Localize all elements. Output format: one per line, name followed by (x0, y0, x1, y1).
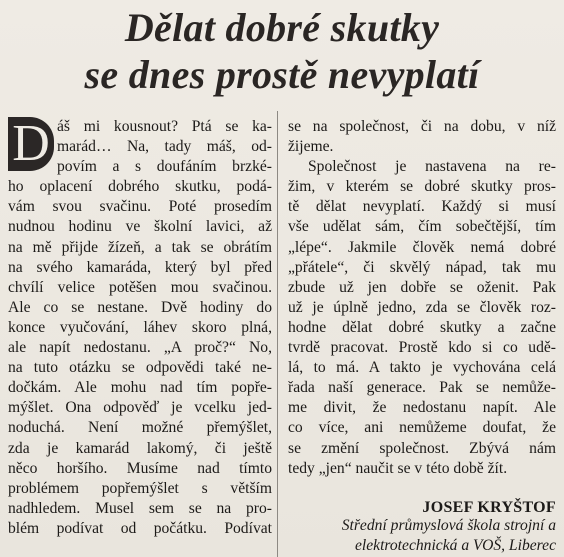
headline-line-2: se dnes prostě nevyplatí (84, 52, 480, 97)
affiliation-line-2: elektrotechnická a VOŠ, Liberec (354, 537, 556, 555)
text-line: mýšlet. Ona odpověď je vcelku jed- (8, 399, 272, 417)
author-affiliation (288, 516, 556, 556)
text-line: ale napít nedostanu. „A proč?“ No, (8, 339, 272, 357)
text-line: marád… Na, tady máš, od- (57, 138, 272, 156)
text-line: ho oplacení dobrého skutku, podá- (8, 178, 272, 196)
text-line: se změní společnost. Zbývá nám (288, 439, 556, 457)
text-line: chvílí velice potěšen mou svačinou. (8, 278, 272, 296)
text-line: vše udělat sám, čím sobečtější, tím (288, 218, 556, 236)
text-line: zbude už jen dobře se oženit. Pak (288, 278, 556, 296)
text-line: tvrdě pracovat. Prostě kdo si co udě- (288, 339, 556, 357)
text-line: dočkám. Ale mohu nad tím popře- (8, 379, 272, 397)
text-line: „lépe“. Jakmile člověk nemá dobré (288, 238, 556, 256)
article-column-right (288, 117, 556, 479)
text-line: lá, to má. A takto je vychována celá (288, 359, 556, 377)
article-headline (0, 4, 564, 98)
text-line: vám svou svačinu. Poté prosedím (8, 198, 272, 216)
article-column-left (8, 117, 272, 539)
text-line: „přátele“, či skvělý nápad, tak mu (288, 258, 556, 276)
text-line: žijeme. (288, 138, 334, 156)
text-line: nadhledem. Musel sem se na pro- (8, 499, 272, 517)
text-line: povím a s doufáním brzké- (57, 158, 272, 176)
text-line: tě dělat nevyplatí. Každý si musí (288, 198, 556, 216)
text-line: Společnost je nastavena na re- (308, 158, 556, 176)
text-line: žim, v kterém se dobré skutky pros- (288, 178, 556, 196)
text-line: už je úplně jedno, zda se člověk roz- (288, 298, 556, 316)
text-line: na mě přijde žízeň, a tak se obrátím (8, 238, 272, 256)
text-line: zda je kamarád lakomý, či ještě (8, 439, 272, 457)
text-line: noduchá. Není možné přemýšlet, (8, 419, 272, 437)
headline-line-1: Dělat dobré skutky (124, 5, 440, 50)
text-line: blém podívat od počátku. Podívat (8, 519, 272, 537)
text-line: konce vyučování, láhev skoro plná, (8, 318, 272, 336)
text-line: na tuto otázku se odpovědi také ne- (8, 359, 272, 377)
text-line: na svého kamaráda, který byl před (8, 258, 272, 276)
author-name: JOSEF KRYŠTOF (422, 499, 556, 516)
drop-cap: D (8, 117, 54, 171)
text-line: hodne dělat dobré skutky a začne (288, 318, 556, 336)
text-line: co více, ani nemůžeme doufat, že (288, 419, 556, 437)
text-line: řada naší generace. Pak se nemůže- (288, 379, 556, 397)
affiliation-line-1: Střední průmyslová škola strojní a (341, 517, 556, 534)
text-line: áš mi kousnout? Ptá se ka- (57, 118, 272, 135)
text-line: me divit, že nedostanu napít. Ale (288, 399, 556, 417)
text-line: se na společnost, či na dobu, v níž (288, 118, 556, 135)
text-line: Ale co se nestane. Dvě hodiny do (8, 298, 272, 316)
text-line: problémem popřemýšlet s větším (8, 479, 272, 497)
column-divider (277, 111, 278, 557)
text-line: něco horšího. Musíme nad tímto (8, 459, 272, 477)
text-line: nudnou hodinu ve školní lavici, až (8, 218, 272, 236)
text-line: tedy „jen“ naučit se v této době žít. (288, 459, 508, 477)
